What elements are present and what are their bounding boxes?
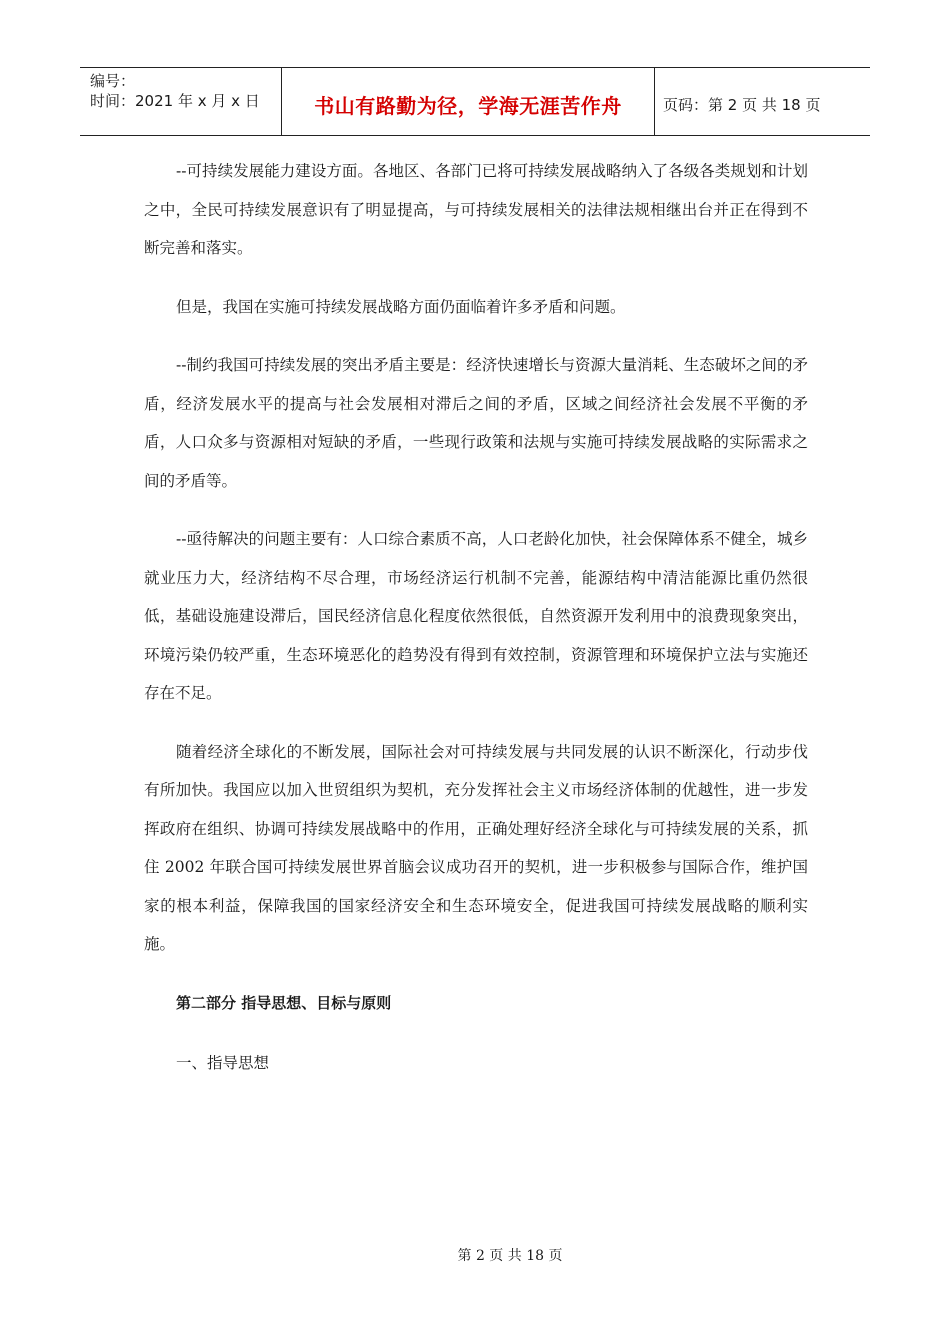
paragraph-challenges-intro: 但是，我国在实施可持续发展战略方面仍面临着许多矛盾和问题。 (176, 297, 626, 316)
document-date: 时间：2021 年 x 月 x 日 (90, 92, 260, 110)
document-number-label: 编号： (90, 72, 136, 90)
header-meta (80, 68, 282, 135)
page-footer: 第 2 页 共 18 页 (457, 1248, 563, 1264)
document-body (144, 152, 808, 1082)
paragraph-urgent-problems: --亟待解决的问题主要有：人口综合素质不高，人口老龄化加快，社会保障体系不健全，城乡就业压力大，经济结构不尽合理，市场经济运行机制不完善，能源结构中清洁能源比重仍然很低，基础设施建设滞后，国民经济信息化程度依然很低，自然资源开发利用中的浪费现象突出，环境污染仍较严重，生态环境恶化的趋势没有得到有效控制，资源管理和环境保护立法与实施还存在不足。 (144, 530, 808, 702)
paragraph-globalization: 随着经济全球化的不断发展，国际社会对可持续发展与共同发展的认识不断深化，行动步伐有所加快。我国应以加入世贸组织为契机，充分发挥社会主义市场经济体制的优越性，进一步发挥政府在组织、协调可持续发展战略中的作用，正确处理好经济全球化与可持续发展的关系，抓住 2002 年联合国可持续发展世界首脑会议成功召开的契机，进一步积极参与国际合作，维护国家的根本利益，保障我国的国家经济安全和生态环境安全，促进我国可持续发展战略的顺利实施。 (144, 742, 808, 953)
section-heading: 第二部分 指导思想、目标与原则 (176, 993, 392, 1012)
page-header (80, 67, 870, 136)
subsection-heading: 一、指导思想 (176, 1053, 270, 1072)
paragraph-capacity-building: --可持续发展能力建设方面。各地区、各部门已将可持续发展战略纳入了各级各类规划和计划之中，全民可持续发展意识有了明显提高，与可持续发展相关的法律法规相继出台并正在得到不断完善和落实。 (144, 162, 808, 257)
paragraph-main-contradictions: --制约我国可持续发展的突出矛盾主要是：经济快速增长与资源大量消耗、生态破坏之间的矛盾，经济发展水平的提高与社会发展相对滞后之间的矛盾，区域之间经济社会发展不平衡的矛盾，人口众多与资源相对短缺的矛盾，一些现行政策和法规与实施可持续发展战略的实际需求之间的矛盾等。 (144, 356, 808, 490)
header-page-info: 页码：第 2 页 共 18 页 (663, 96, 821, 114)
header-motto: 书山有路勤为径，学海无涯苦作舟 (314, 94, 622, 118)
header-motto-cell (282, 68, 655, 135)
